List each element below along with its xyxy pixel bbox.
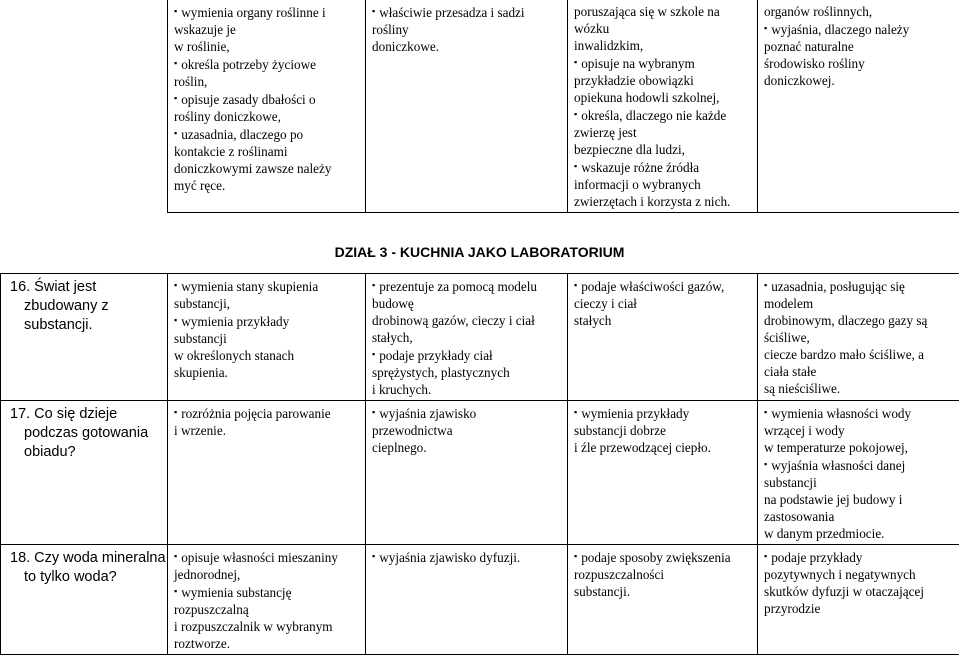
line-text: wyjaśnia zjawisko dyfuzji.: [379, 550, 520, 565]
lesson-title-line: to tylko woda?: [10, 568, 161, 587]
text-line: [372, 422, 561, 439]
text-line: [764, 583, 953, 600]
text-line: [574, 422, 751, 439]
lesson-title-cell: [1, 274, 168, 401]
bullet-line: [764, 548, 953, 566]
requirement-cell: [758, 401, 959, 545]
line-text: określa potrzeby życiowe: [181, 57, 316, 72]
bullet-line: [764, 20, 953, 38]
requirement-cell: [568, 545, 758, 655]
text-line: [764, 329, 953, 346]
line-text: właściwie przesadza i sadzi: [379, 5, 524, 20]
line-text: poruszająca się w szkole na: [574, 4, 720, 19]
text-line: [764, 295, 953, 312]
text-line: [764, 422, 953, 439]
bullet-icon: ▪: [574, 57, 577, 67]
bullet-icon: ▪: [174, 280, 177, 290]
line-text: modelem: [764, 296, 813, 311]
line-text: wymienia substancję: [181, 585, 291, 600]
line-text: ciecze bardzo mało ściśliwe, a: [764, 347, 924, 362]
requirement-cell: [366, 274, 568, 401]
text-line: [574, 141, 751, 158]
bullet-line: [764, 277, 953, 295]
line-text: w danym przedmiocie.: [764, 526, 884, 541]
bullet-line: [372, 277, 561, 295]
line-text: doniczkowe.: [372, 39, 439, 54]
requirement-cell: [758, 545, 959, 655]
line-text: i kruchych.: [372, 382, 431, 397]
bullet-icon: ▪: [574, 109, 577, 119]
bullet-line: [764, 404, 953, 422]
text-line: [372, 21, 561, 38]
lesson-title-line: 16. Świat jest: [10, 278, 161, 297]
bullet-line: [174, 3, 359, 21]
bullet-line: [574, 548, 751, 566]
text-line: [764, 38, 953, 55]
line-text: wskazuje różne źródła: [581, 160, 699, 175]
line-text: skupienia.: [174, 365, 228, 380]
bullet-icon: ▪: [174, 407, 177, 417]
text-line: [574, 193, 751, 210]
line-text: rozpuszczalności: [574, 567, 664, 582]
line-text: substancji dobrze: [574, 423, 666, 438]
line-text: poznać naturalne: [764, 39, 854, 54]
line-text: wymienia organy roślinne i: [181, 5, 325, 20]
line-text: środowisko rośliny: [764, 56, 865, 71]
bullet-line: [372, 548, 561, 566]
text-line: [764, 566, 953, 583]
text-line: [372, 364, 561, 381]
line-text: prezentuje za pomocą modelu: [379, 279, 537, 294]
line-text: pozytywnych i negatywnych: [764, 567, 916, 582]
text-line: [764, 439, 953, 456]
bullet-icon: ▪: [174, 6, 177, 16]
top-cell-col4: [758, 0, 959, 213]
line-text: ciała stałe: [764, 364, 816, 379]
line-text: przyrodzie: [764, 601, 820, 616]
text-line: [174, 422, 359, 439]
text-line: [372, 381, 561, 398]
line-text: wymienia przykłady: [181, 314, 289, 329]
text-line: [372, 38, 561, 55]
table-row: [1, 401, 959, 545]
top-requirements-table: [167, 0, 959, 213]
line-text: stałych: [574, 313, 611, 328]
bullet-icon: ▪: [372, 349, 375, 359]
bullet-line: [574, 106, 751, 124]
text-line: [764, 600, 953, 617]
line-text: substancji.: [574, 584, 630, 599]
requirements-table: [0, 273, 959, 655]
bullet-icon: ▪: [574, 161, 577, 171]
text-line: [764, 363, 953, 380]
text-line: [574, 124, 751, 141]
line-text: są nieściśliwe.: [764, 381, 840, 396]
text-line: [372, 295, 561, 312]
line-text: i rozpuszczalnik w wybranym: [174, 619, 333, 634]
bullet-line: [372, 404, 561, 422]
line-text: przewodnictwa: [372, 423, 453, 438]
text-line: [574, 20, 751, 37]
line-text: rozpuszczalną: [174, 602, 249, 617]
bullet-line: [174, 312, 359, 330]
text-line: [764, 525, 953, 542]
top-cell-col2: [366, 0, 568, 213]
bullet-icon: ▪: [174, 551, 177, 561]
bullet-icon: ▪: [372, 551, 375, 561]
bullet-icon: ▪: [764, 23, 767, 33]
text-line: [764, 491, 953, 508]
bullet-line: [174, 125, 359, 143]
text-line: [574, 3, 751, 20]
line-text: podaje przykłady ciał: [379, 348, 493, 363]
requirement-cell: [168, 401, 366, 545]
top-cell-col1: [168, 0, 366, 213]
bullet-line: [372, 346, 561, 364]
requirement-cell: [168, 274, 366, 401]
bullet-line: [574, 404, 751, 422]
table-row: [1, 274, 959, 401]
line-text: w roślinie,: [174, 39, 230, 54]
bullet-line: [174, 277, 359, 295]
line-text: roślin,: [174, 74, 207, 89]
line-text: na podstawie jej budowy i: [764, 492, 902, 507]
requirement-cell: [168, 545, 366, 655]
lesson-title-line: obiadu?: [10, 443, 161, 462]
text-line: [174, 330, 359, 347]
line-text: substancji,: [174, 296, 230, 311]
text-line: [574, 583, 751, 600]
text-line: [174, 73, 359, 90]
lesson-title-line: zbudowany z: [10, 297, 161, 316]
line-text: opisuje własności mieszaniny: [181, 550, 338, 565]
bullet-icon: ▪: [764, 407, 767, 417]
line-text: wymienia przykłady: [581, 406, 689, 421]
bullet-line: [574, 54, 751, 72]
text-line: [764, 72, 953, 89]
text-line: [764, 55, 953, 72]
line-text: budowę: [372, 296, 414, 311]
text-line: [174, 38, 359, 55]
bullet-line: [574, 277, 751, 295]
bullet-line: [174, 583, 359, 601]
text-line: [372, 312, 561, 329]
line-text: i wrzenie.: [174, 423, 226, 438]
line-text: podaje właściwości gazów,: [581, 279, 724, 294]
requirement-cell: [568, 274, 758, 401]
bullet-icon: ▪: [174, 128, 177, 138]
text-line: [764, 508, 953, 525]
text-line: [174, 177, 359, 194]
line-text: wrzącej i wody: [764, 423, 845, 438]
line-text: substancji: [764, 475, 817, 490]
section-heading: DZIAŁ 3 - KUCHNIA JAKO LABORATORIUM: [0, 244, 959, 260]
line-text: wózku: [574, 21, 609, 36]
line-text: rośliny: [372, 22, 409, 37]
requirement-cell: [366, 545, 568, 655]
text-line: [174, 295, 359, 312]
line-text: zastosowania: [764, 509, 834, 524]
bullet-line: [764, 456, 953, 474]
line-text: wyjaśnia, dlaczego należy: [771, 22, 909, 37]
lesson-title-line: podczas gotowania: [10, 424, 161, 443]
line-text: w temperaturze pokojowej,: [764, 440, 908, 455]
line-text: zwierzętach i korzysta z nich.: [574, 194, 730, 209]
bullet-line: [174, 90, 359, 108]
line-text: podaje sposoby zwiększenia: [581, 550, 730, 565]
text-line: [574, 295, 751, 312]
text-line: [174, 160, 359, 177]
line-text: w określonych stanach: [174, 348, 294, 363]
requirement-cell: [568, 401, 758, 545]
line-text: roztworze.: [174, 636, 230, 651]
lesson-title-cell: [1, 545, 168, 655]
text-line: [174, 618, 359, 635]
text-line: [174, 21, 359, 38]
bullet-line: [174, 404, 359, 422]
line-text: przykładzie obowiązki: [574, 73, 694, 88]
text-line: [764, 3, 953, 20]
line-text: wskazuje je: [174, 22, 236, 37]
text-line: [174, 635, 359, 652]
text-line: [764, 474, 953, 491]
line-text: organów roślinnych,: [764, 4, 872, 19]
line-text: drobinowym, dlaczego gazy są: [764, 313, 927, 328]
line-text: wyjaśnia zjawisko: [379, 406, 476, 421]
bullet-icon: ▪: [574, 407, 577, 417]
line-text: bezpieczne dla ludzi,: [574, 142, 685, 157]
line-text: wymienia stany skupienia: [181, 279, 318, 294]
lesson-title-line: substancji.: [10, 316, 161, 335]
line-text: opiekuna hodowli szkolnej,: [574, 90, 719, 105]
line-text: substancji: [174, 331, 227, 346]
line-text: zwierzę jest: [574, 125, 637, 140]
text-line: [372, 439, 561, 456]
line-text: podaje przykłady: [771, 550, 862, 565]
line-text: uzasadnia, dlaczego po: [181, 127, 303, 142]
top-cell-col3: [568, 0, 758, 213]
line-text: stałych,: [372, 330, 413, 345]
line-text: drobinową gazów, cieczy i ciał: [372, 313, 535, 328]
lesson-title-cell: [1, 401, 168, 545]
bullet-icon: ▪: [174, 58, 177, 68]
bullet-icon: ▪: [574, 551, 577, 561]
text-line: [174, 364, 359, 381]
text-line: [764, 380, 953, 397]
text-line: [574, 439, 751, 456]
bullet-icon: ▪: [764, 459, 767, 469]
line-text: rozróżnia pojęcia parowanie: [181, 406, 330, 421]
text-line: [372, 329, 561, 346]
text-line: [574, 176, 751, 193]
text-line: [174, 601, 359, 618]
line-text: jednorodnej,: [174, 567, 240, 582]
line-text: doniczkowej.: [764, 73, 835, 88]
bullet-icon: ▪: [764, 280, 767, 290]
bullet-line: [574, 158, 751, 176]
line-text: skutków dyfuzji w otaczającej: [764, 584, 924, 599]
requirement-cell: [366, 401, 568, 545]
text-line: [764, 346, 953, 363]
bullet-icon: ▪: [174, 315, 177, 325]
line-text: i źle przewodzącej ciepło.: [574, 440, 711, 455]
bullet-line: [174, 55, 359, 73]
line-text: wymienia własności wody: [771, 406, 911, 421]
line-text: uzasadnia, posługując się: [771, 279, 905, 294]
bullet-icon: ▪: [372, 280, 375, 290]
bullet-line: [372, 3, 561, 21]
line-text: wyjaśnia własności danej: [771, 458, 905, 473]
text-line: [574, 72, 751, 89]
line-text: inwalidzkim,: [574, 38, 643, 53]
line-text: opisuje zasady dbałości o: [181, 92, 315, 107]
table-row: [1, 545, 959, 655]
line-text: myć ręce.: [174, 178, 225, 193]
bullet-icon: ▪: [174, 586, 177, 596]
line-text: kontakcie z roślinami: [174, 144, 288, 159]
line-text: cieplnego.: [372, 440, 427, 455]
bullet-icon: ▪: [372, 407, 375, 417]
text-line: [174, 108, 359, 125]
bullet-icon: ▪: [764, 551, 767, 561]
lesson-title-line: 18. Czy woda mineralna: [10, 549, 161, 568]
text-line: [764, 312, 953, 329]
bullet-icon: ▪: [174, 93, 177, 103]
line-text: określa, dlaczego nie każde: [581, 108, 726, 123]
line-text: rośliny doniczkowe,: [174, 109, 281, 124]
lesson-title-line: 17. Co się dzieje: [10, 405, 161, 424]
text-line: [174, 566, 359, 583]
text-line: [574, 89, 751, 106]
line-text: ściśliwe,: [764, 330, 810, 345]
requirement-cell: [758, 274, 959, 401]
text-line: [574, 312, 751, 329]
bullet-line: [174, 548, 359, 566]
text-line: [574, 566, 751, 583]
line-text: sprężystych, plastycznych: [372, 365, 510, 380]
text-line: [174, 347, 359, 364]
text-line: [574, 37, 751, 54]
line-text: cieczy i ciał: [574, 296, 637, 311]
line-text: opisuje na wybranym: [581, 56, 695, 71]
line-text: informacji o wybranych: [574, 177, 701, 192]
line-text: doniczkowymi zawsze należy: [174, 161, 331, 176]
text-line: [174, 143, 359, 160]
bullet-icon: ▪: [574, 280, 577, 290]
bullet-icon: ▪: [372, 6, 375, 16]
